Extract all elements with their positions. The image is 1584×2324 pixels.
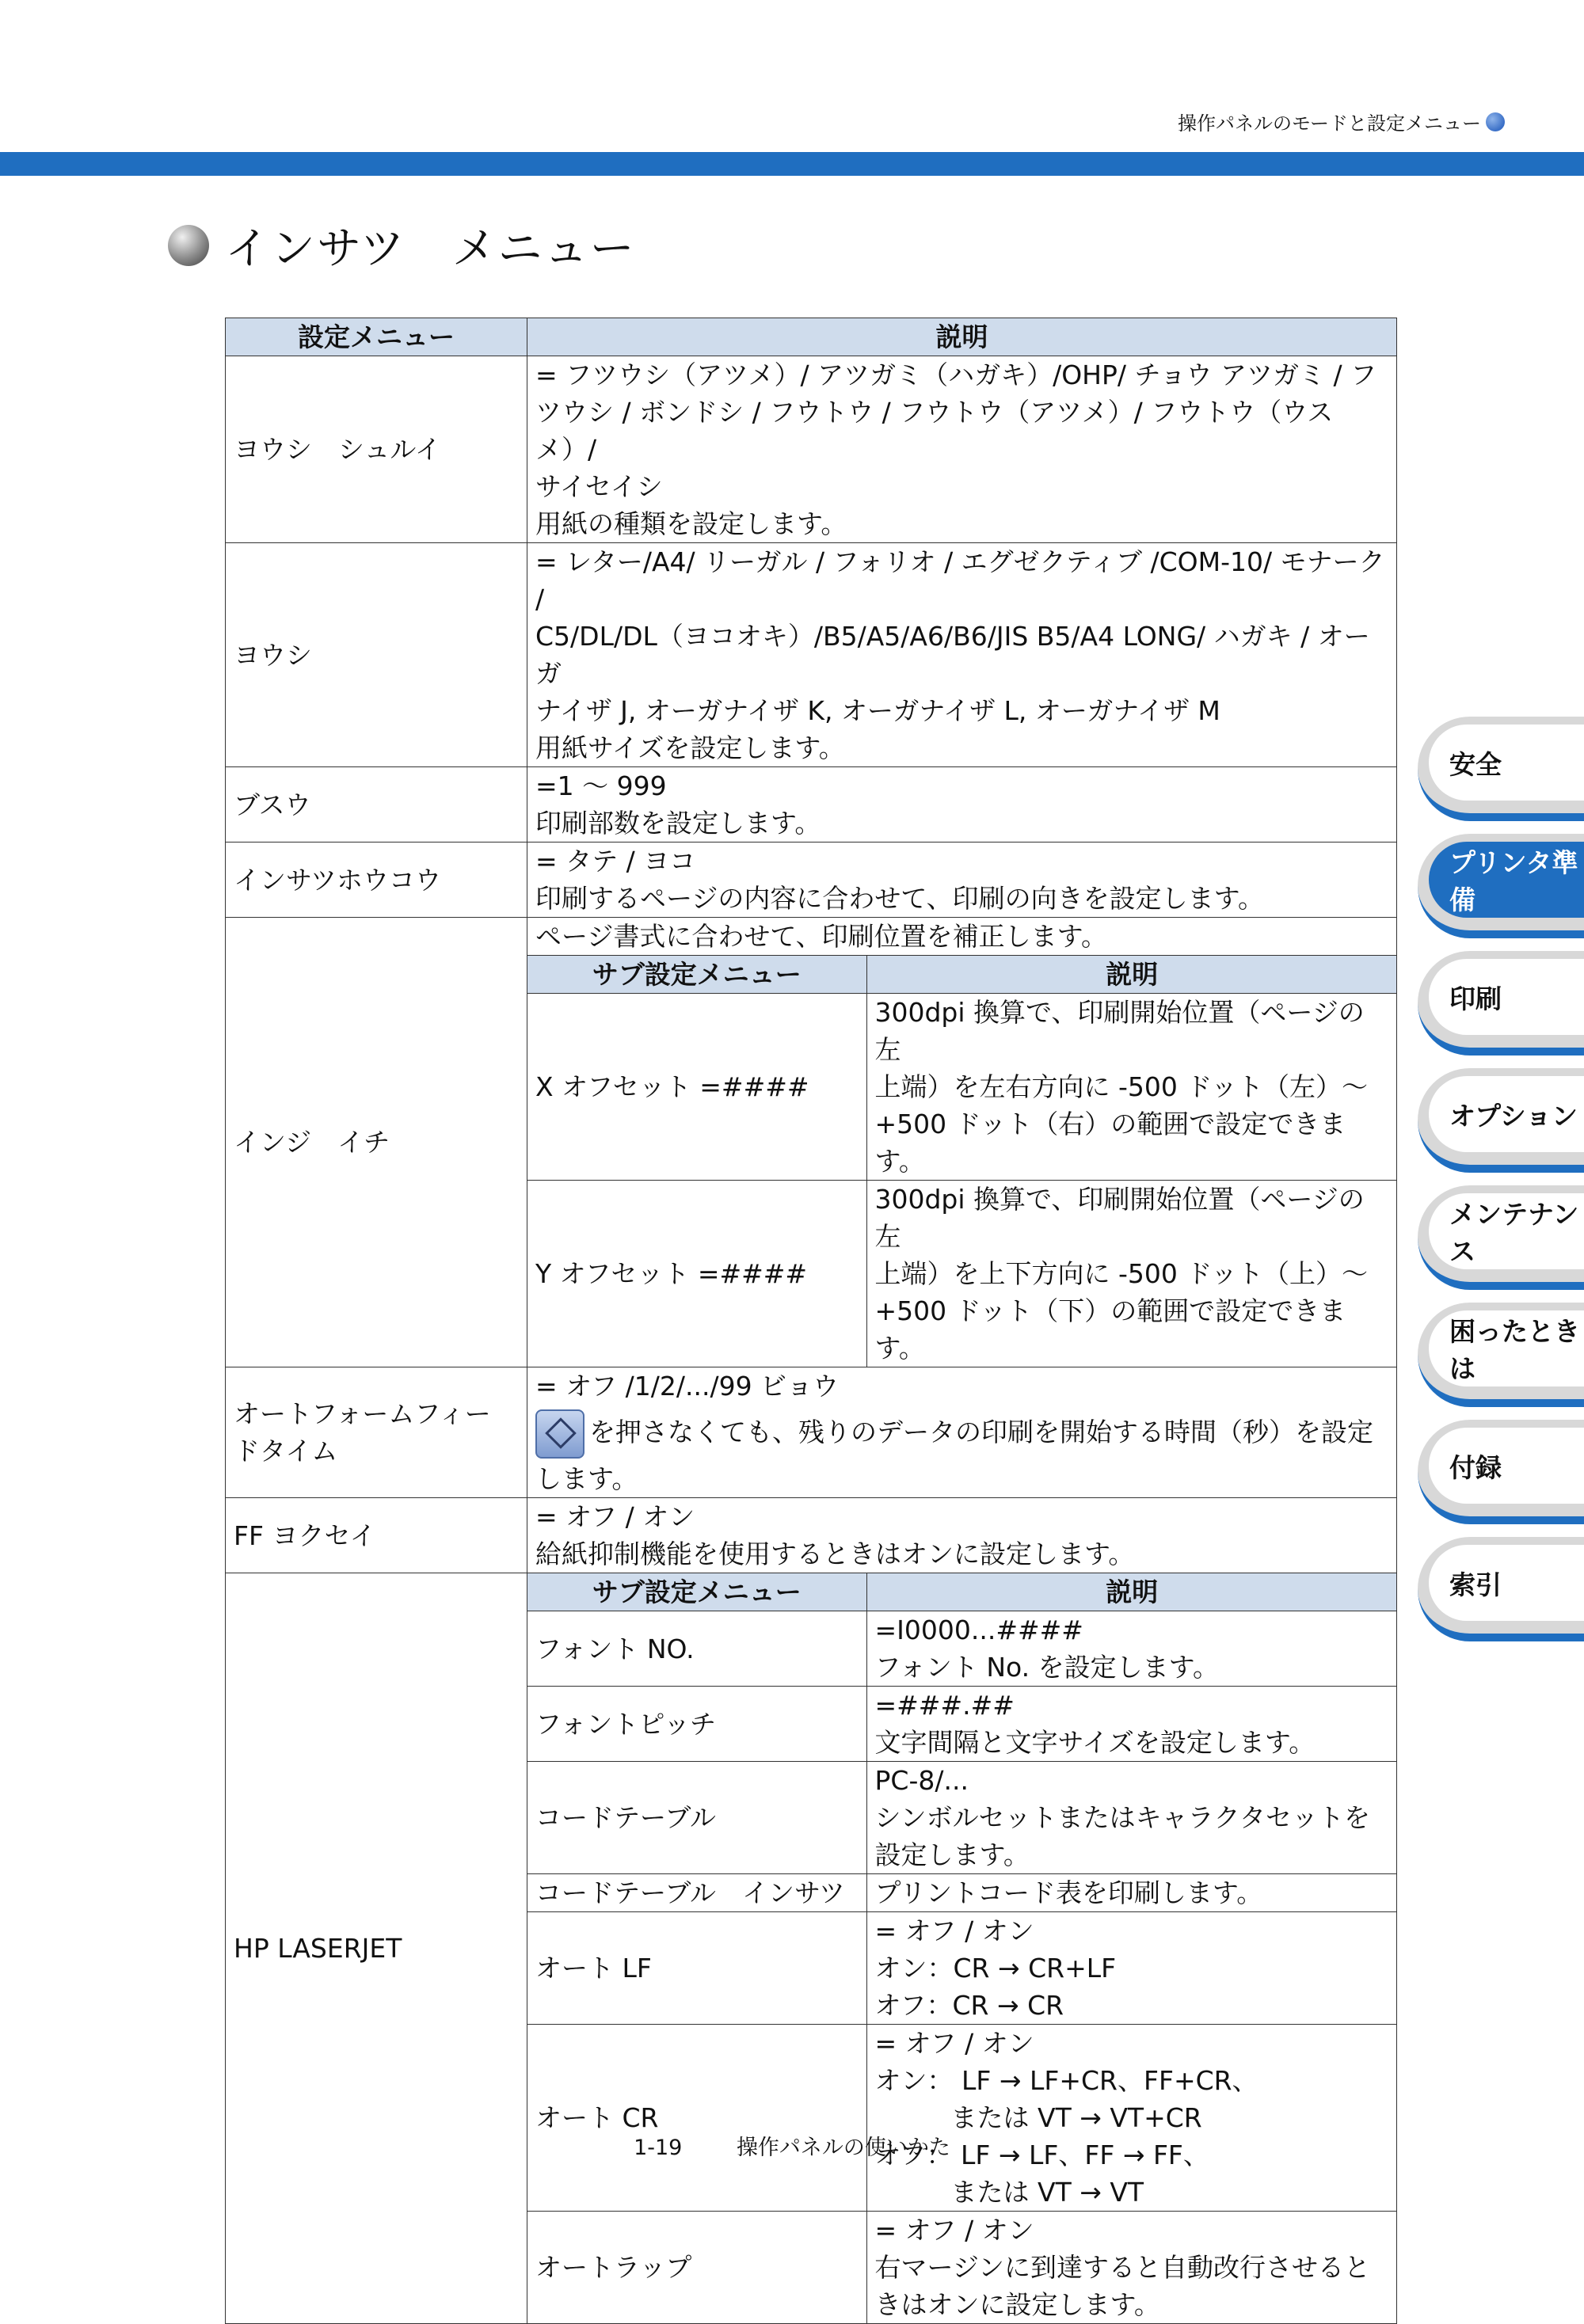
menu-description xyxy=(527,767,1397,842)
description-line: します。 xyxy=(535,1463,638,1494)
sub-column-header-description: 説明 xyxy=(866,1573,1397,1611)
table-row xyxy=(226,1367,1397,1498)
sub-table-row xyxy=(527,1762,1397,1874)
description-line: C5/DL/DL（ヨコオキ）/B5/A5/A6/B6/JIS B5/A4 LONG/ ハガキ / オーガ xyxy=(535,621,1370,689)
description-line: +500 ドット（下）の範囲で設定できます。 xyxy=(874,1295,1346,1364)
tab-label: 困ったときは xyxy=(1429,1310,1584,1386)
sub-menu-description xyxy=(866,1874,1397,1912)
table-row xyxy=(226,767,1397,842)
sub-menu-name: Y オフセット =#### xyxy=(527,1181,866,1367)
tab-index[interactable] xyxy=(1418,1537,1584,1641)
menu-description xyxy=(527,1498,1397,1573)
description-line: オン：CR → CR+LF xyxy=(874,1953,1117,1984)
menu-description xyxy=(527,1367,1397,1498)
menu-description xyxy=(527,842,1397,918)
description-line: =I0000...#### xyxy=(874,1615,1083,1645)
sub-menu-name: コードテーブル インサツ xyxy=(527,1874,866,1912)
tab-appendix[interactable] xyxy=(1418,1420,1584,1524)
menu-description xyxy=(527,918,1397,1367)
sub-menu-description xyxy=(866,1611,1397,1687)
description-line: = オフ /1/2/.../99 ビョウ xyxy=(535,1371,840,1402)
tab-label: 安全 xyxy=(1429,725,1584,801)
description-text: を押さなくても、残りのデータの印刷を開始する時間（秒）を設定 xyxy=(589,1417,1373,1447)
description-line: シンボルセットまたはキャラクタセットを xyxy=(874,1802,1371,1833)
description-line: = オフ / オン xyxy=(874,2215,1034,2246)
tab-label: 印刷 xyxy=(1429,959,1584,1035)
sub-column-header-description: 説明 xyxy=(866,956,1397,994)
description-line: 右マージンに到達すると自動改行させると xyxy=(874,2252,1371,2283)
table-row xyxy=(226,543,1397,767)
description-line: 印刷部数を設定します。 xyxy=(535,808,821,839)
go-button-icon xyxy=(535,1409,584,1459)
table-row xyxy=(226,1573,1397,2324)
column-header-menu: 設定メニュー xyxy=(226,318,527,356)
description-line: 300dpi 換算で、印刷開始位置（ページの左 xyxy=(874,1184,1365,1252)
description-line: きはオンに設定します。 xyxy=(874,2289,1160,2320)
menu-name: インサツホウコウ xyxy=(226,842,527,918)
description-line: 印刷するページの内容に合わせて、印刷の向きを設定します。 xyxy=(535,883,1265,914)
menu-name: ブスウ xyxy=(226,767,527,842)
description-line: 用紙サイズを設定します。 xyxy=(535,732,845,763)
sub-menu-name: オートラップ xyxy=(527,2212,866,2324)
menu-name: ヨウシ シュルイ xyxy=(226,356,527,543)
description-line: 上端）を左右方向に -500 ドット（左）～ xyxy=(874,1071,1369,1102)
menu-name-line: ドタイム xyxy=(234,1436,338,1466)
description-line: =1 ～ 999 xyxy=(535,770,667,801)
description-line: = オフ / オン xyxy=(535,1501,695,1532)
sub-menu-name: フォントピッチ xyxy=(527,1687,866,1762)
menu-name-line: オートフォームフィー xyxy=(234,1398,491,1429)
footer-title: 操作パネルの使いかた xyxy=(736,2136,950,2160)
tab-options[interactable] xyxy=(1418,1068,1584,1173)
description-line: または VT → VT xyxy=(950,2177,1144,2208)
sub-column-header-menu: サブ設定メニュー xyxy=(527,1573,866,1611)
menu-description xyxy=(527,356,1397,543)
sub-menu-name: オート LF xyxy=(527,1912,866,2025)
bullet-ball-icon xyxy=(168,225,209,266)
description-line: 上端）を上下方向に -500 ドット（上）～ xyxy=(874,1258,1369,1289)
sub-menu-description xyxy=(866,1762,1397,1874)
menu-name: HP LASERJET xyxy=(226,1573,527,2324)
sub-menu-description xyxy=(866,2212,1397,2324)
sub-table-row xyxy=(527,2212,1397,2324)
tab-label: オプション xyxy=(1429,1076,1584,1152)
description-line: = レター/A4/ リーガル / フォリオ / エグゼクティブ /COM-10/ モナーク / xyxy=(535,546,1385,614)
description-line: = オフ / オン xyxy=(874,2028,1034,2059)
tab-label: メンテナンス xyxy=(1429,1193,1584,1269)
sub-menu-description xyxy=(866,1912,1397,2025)
description-line: 設定します。 xyxy=(874,1839,1030,1870)
blue-dot-icon xyxy=(1486,112,1505,131)
description-line: = タテ / ヨコ xyxy=(535,846,696,877)
page-number: 1-19 xyxy=(634,2136,683,2160)
description-line: フォント No. を設定します。 xyxy=(874,1652,1219,1683)
description-line: PC-8/... xyxy=(874,1765,969,1796)
tab-maintenance[interactable] xyxy=(1418,1185,1584,1290)
menu-description xyxy=(527,543,1397,767)
description-line: =###.## xyxy=(874,1690,1015,1721)
description-line: ナイザ J, オーガナイザ K, オーガナイザ L, オーガナイザ M xyxy=(535,695,1220,726)
description-line: オフ： LF → LF、FF → FF、 xyxy=(874,2140,1209,2170)
description-line: 300dpi 換算で、印刷開始位置（ページの左 xyxy=(874,997,1365,1065)
sub-menu-description xyxy=(866,1181,1397,1367)
sub-menu-name: フォント NO. xyxy=(527,1611,866,1687)
description-line: 用紙の種類を設定します。 xyxy=(535,508,847,539)
page-title: インサツ メニュー xyxy=(225,223,636,275)
sub-table-row xyxy=(527,2025,1397,2212)
description-line: 給紙抑制機能を使用するときはオンに設定します。 xyxy=(535,1539,1135,1569)
table-row xyxy=(226,918,1397,1367)
tab-label: 付録 xyxy=(1429,1428,1584,1504)
table-row xyxy=(226,842,1397,918)
column-header-description: 説明 xyxy=(527,318,1397,356)
sub-menu-description xyxy=(866,2025,1397,2212)
sub-table-row xyxy=(527,1874,1397,1912)
description-line: または VT → VT+CR xyxy=(950,2102,1202,2133)
table-header-row xyxy=(226,318,1397,356)
print-menu-table xyxy=(225,318,1397,2324)
description-line: +500 ドット（右）の範囲で設定できます。 xyxy=(874,1109,1346,1177)
menu-name: インジ イチ xyxy=(226,918,527,1367)
tab-troubleshooting[interactable] xyxy=(1418,1303,1584,1407)
tab-label: 索引 xyxy=(1429,1545,1584,1621)
menu-name: FF ヨクセイ xyxy=(226,1498,527,1573)
menu-name xyxy=(226,1367,527,1498)
tab-label: プリンタ準備 xyxy=(1429,842,1584,918)
menu-name: ヨウシ xyxy=(226,543,527,767)
sub-menu-table xyxy=(527,1573,1397,2323)
hp-laserjet-sub-rows xyxy=(527,1611,1397,2324)
sub-column-header-menu: サブ設定メニュー xyxy=(527,956,866,994)
breadcrumb: 操作パネルのモードと設定メニュー xyxy=(1177,112,1481,135)
section-heading xyxy=(168,214,636,277)
description-line: 文字間隔と文字サイズを設定します。 xyxy=(874,1727,1316,1758)
sub-menu-name: コードテーブル xyxy=(527,1762,866,1874)
sub-table-row xyxy=(527,1687,1397,1762)
sub-table-row xyxy=(527,994,1397,1181)
sub-menu-description xyxy=(866,994,1397,1181)
sub-menu-name: X オフセット =#### xyxy=(527,994,866,1181)
header-bar xyxy=(0,152,1584,176)
table-row xyxy=(226,356,1397,543)
sub-table-row xyxy=(527,1611,1397,1687)
description-line: オン： LF → LF+CR、FF+CR、 xyxy=(874,2065,1258,2096)
description-line: ツウシ / ボンドシ / フウトウ / フウトウ（アツメ）/ フウトウ（ウスメ）/ xyxy=(535,397,1334,465)
sub-table-row xyxy=(527,1912,1397,2025)
sub-menu-table xyxy=(527,918,1397,1367)
description-line: プリントコード表を印刷します。 xyxy=(874,1877,1263,1908)
table-row xyxy=(226,1498,1397,1573)
description-line: = フツウシ（アツメ）/ アツガミ（ハガキ）/OHP/ チョウ アツガミ / フ xyxy=(535,359,1377,390)
sub-menu-name: オート CR xyxy=(527,2025,866,2212)
description-line: オフ：CR → CR xyxy=(874,1990,1064,2021)
menu-description xyxy=(527,1573,1397,2324)
tab-safety[interactable] xyxy=(1418,717,1584,821)
description-line: = オフ / オン xyxy=(874,1915,1034,1946)
running-header xyxy=(1178,108,1505,135)
description-line: サイセイシ xyxy=(535,471,663,502)
sub-table-row xyxy=(527,1181,1397,1367)
tab-printing[interactable] xyxy=(1418,951,1584,1055)
sub-menu-description xyxy=(866,1687,1397,1762)
tab-printer-setup[interactable] xyxy=(1418,834,1584,938)
description-line: ページ書式に合わせて、印刷位置を補正します。 xyxy=(527,918,1397,956)
page-footer xyxy=(0,2130,1584,2161)
description-line xyxy=(535,1405,1388,1460)
